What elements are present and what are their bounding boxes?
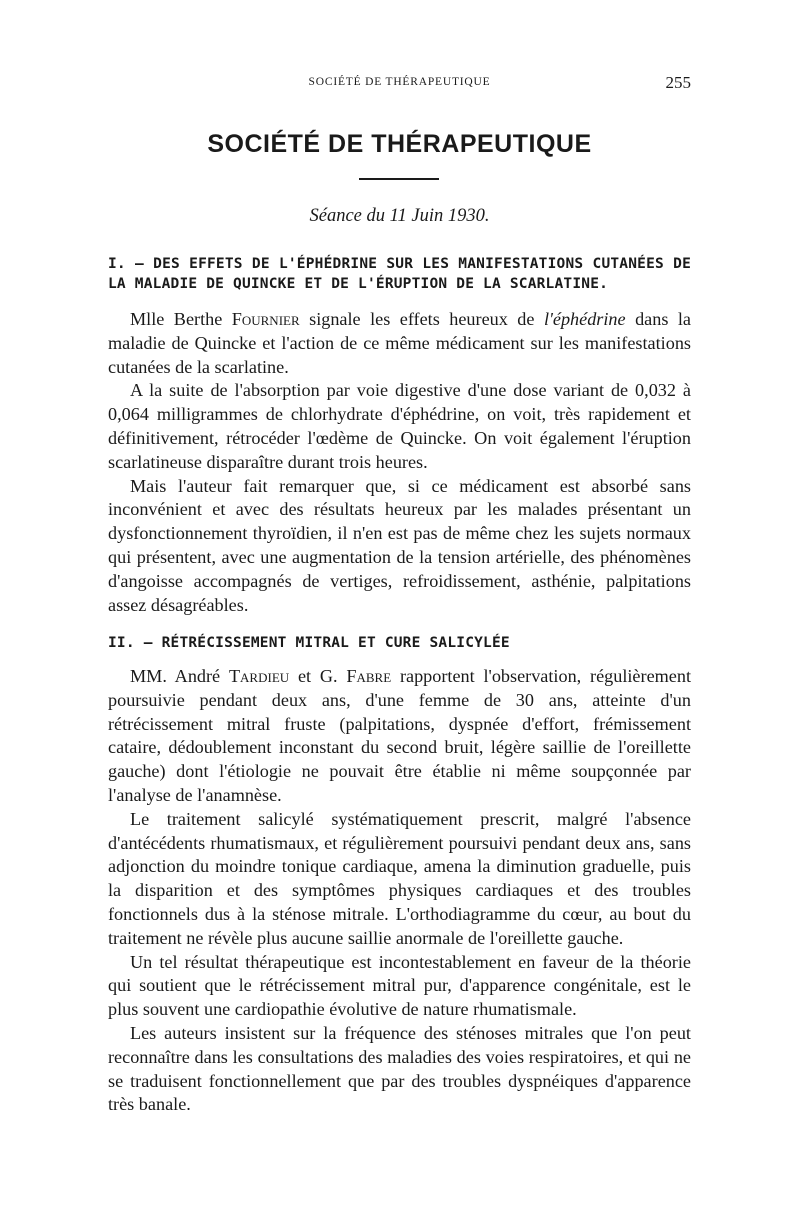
section-1: [108, 254, 691, 617]
section-2-paragraph-2: Le traitement salicylé systématiquement prescrit, malgré l'absence d'antécédents rhumatismaux, et régulièrement poursuivi pendant deux ans, sans adjonction du moindre tonique cardiaque, amena la diminution graduelle, puis la disparition et des symptômes physiques cardiaques et des troubles fonctionnels dus à la sténose mitrale. L'orthodiagramme du cœur, au bout du traitement ne révèle plus aucune saillie anormale de l'oreillette gauche.: [108, 808, 691, 948]
section-1-paragraph-3: Mais l'auteur fait remarquer que, si ce médicament est absorbé sans inconvénient et avec des résultats heureux par les malades présentant un dysfonctionnement thyroïdien, il n'en est pas de même chez les sujets normaux qui présentent, avec une augmentation de la tension artérielle, des phénomènes d'angoisse accompagnés de vertiges, refroidissement, asthénie, palpitations assez désagréables.: [108, 475, 691, 615]
author-name-2: Fabre: [346, 666, 392, 686]
running-header: [108, 73, 691, 96]
section-2: [108, 633, 691, 1117]
running-title: SOCIÉTÉ DE THÉRAPEUTIQUE: [308, 76, 491, 88]
section-2-paragraph-4: Les auteurs insistent sur la fréquence des sténoses mitrales que l'on peut reconnaître dans les consultations des maladies des voies respiratoires, et qui ne se traduisent fonctionnellement que par des troubles dyspnéiques d'apparence très banale.: [108, 1022, 691, 1115]
author-name-1: Tardieu: [228, 666, 290, 686]
author-name: Fournier: [231, 309, 300, 329]
title-divider: [359, 178, 439, 180]
drug-name: l'éphédrine: [543, 309, 626, 329]
page-title: SOCIÉTÉ DE THÉRAPEUTIQUE: [207, 130, 592, 158]
section-2-paragraph-3: Un tel résultat thérapeutique est incontestablement en faveur de la théorie qui soutient que le rétrécissement mitral pur, d'apparence congénitale, est le plus souvent une cardiopathie évolutive de nature rhumatismale.: [108, 951, 691, 1020]
page-number: 255: [665, 73, 691, 92]
section-2-heading: II. — RÉTRÉCISSEMENT MITRAL ET CURE SALICYLÉE: [108, 635, 510, 651]
section-1-heading: I. — DES EFFETS DE L'ÉPHÉDRINE SUR LES MANIFESTATIONS CUTANÉES DE LA MALADIE DE QUINCKE ET DE L'ÉRUPTION DE LA SCARLATINE.: [108, 256, 691, 292]
section-2-paragraph-1: MM. André Tardieu et G. Fabre rapportent l'observation, régulièrement poursuivie pendant deux ans, d'une femme de 30 ans, atteinte d'un rétrécissement mitral fruste (palpitations, dyspnée d'effort, frémissement cataire, dédoublement inconstant du second bruit, légère saillie de l'oreillette gauche) dont l'étiologie ne pouvait être établie ni même soupçonnée par l'analyse de l'anamnèse.: [108, 666, 692, 805]
section-1-paragraph-1: Mlle Berthe Fournier signale les effets heureux de l'éphédrine dans la maladie de Quincke et l'action de ce même médicament sur les manifestations cutanées de la scarlatine.: [108, 309, 691, 377]
section-1-paragraph-2: A la suite de l'absorption par voie digestive d'une dose variant de 0,032 à 0,064 milligrammes de chlorhydrate d'éphédrine, on voit, très rapidement et définitivement, rétrocéder l'œdème de Quincke. On voit également l'éruption scarlatineuse disparaître durant trois heures.: [108, 380, 691, 472]
session-date: Séance du 11 Juin 1930.: [309, 206, 490, 226]
